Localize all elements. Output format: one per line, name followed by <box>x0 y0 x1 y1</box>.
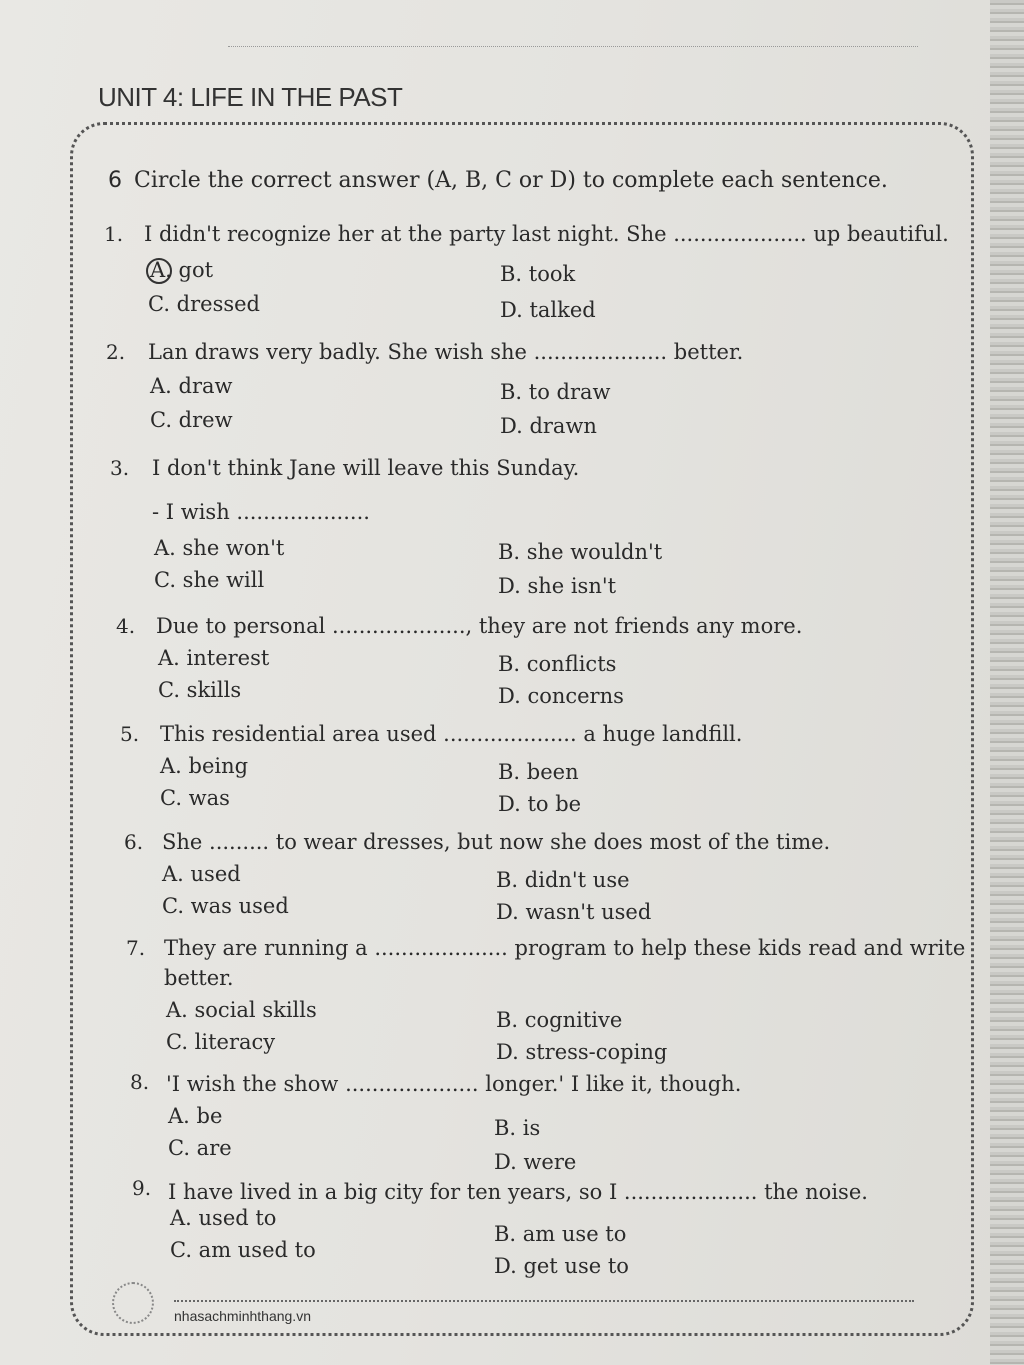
option-b[interactable]: B. she wouldn't <box>498 540 663 564</box>
option-d[interactable]: D. were <box>494 1150 577 1174</box>
question-text: Lan draws very badly. She wish she .................... better. <box>148 340 744 364</box>
option-d[interactable]: D. get use to <box>494 1254 629 1278</box>
question-text: I don't think Jane will leave this Sunday. <box>152 456 580 480</box>
option-b[interactable]: B. is <box>494 1116 541 1140</box>
option-d[interactable]: D. talked <box>500 298 596 322</box>
option-d[interactable]: D. stress-coping <box>496 1040 668 1064</box>
option-c[interactable]: C. dressed <box>148 292 261 316</box>
question-number: 9. <box>132 1176 152 1200</box>
option-c[interactable]: C. was used <box>162 894 289 918</box>
question-text: I have lived in a big city for ten years, so I .................... the noise. <box>168 1180 868 1204</box>
question-number: 2. <box>106 340 126 364</box>
option-b[interactable]: B. took <box>500 262 576 286</box>
option-d[interactable]: D. drawn <box>500 414 597 438</box>
option-c[interactable]: C. she will <box>154 568 265 592</box>
option-a[interactable]: A. she won't <box>154 536 285 560</box>
unit-title: UNIT 4: LIFE IN THE PAST <box>98 82 403 112</box>
option-d[interactable]: D. concerns <box>498 684 624 708</box>
question-number: 1. <box>104 222 124 246</box>
question-text: She ......... to wear dresses, but now she does most of the time. <box>162 830 831 854</box>
option-d[interactable]: D. she isn't <box>498 574 617 598</box>
top-dotted-line <box>228 46 918 47</box>
option-d[interactable]: D. to be <box>498 792 582 816</box>
footer-dotted-line <box>174 1300 914 1302</box>
question-number: 8. <box>130 1070 150 1094</box>
option-c[interactable]: C. drew <box>150 408 233 432</box>
option-d[interactable]: D. wasn't used <box>496 900 652 924</box>
option-a[interactable]: A. used to <box>170 1206 277 1230</box>
option-c[interactable]: C. are <box>168 1136 232 1160</box>
option-b[interactable]: B. cognitive <box>496 1008 623 1032</box>
footer-site: nhasachminhthang.vn <box>174 1308 311 1324</box>
option-a[interactable]: A. interest <box>158 646 270 670</box>
option-a[interactable]: A. got <box>150 258 214 282</box>
instruction-text: Circle the correct answer (A, B, C or D) to complete each sentence. <box>134 168 888 193</box>
option-b[interactable]: B. been <box>498 760 579 784</box>
question-number: 4. <box>116 614 136 638</box>
question-number: 3. <box>110 456 130 480</box>
exercise-number: 6 <box>108 168 122 193</box>
question-text: They are running a .................... program to help these kids read and write <box>164 936 966 960</box>
option-c[interactable]: C. skills <box>158 678 242 702</box>
question-text: Due to personal ...................., they are not friends any more. <box>156 614 803 638</box>
question-number: 5. <box>120 722 140 746</box>
option-b[interactable]: B. didn't use <box>496 868 630 892</box>
option-a[interactable]: A. social skills <box>166 998 317 1022</box>
question-text-line2: better. <box>164 966 234 990</box>
question-number: 7. <box>126 936 146 960</box>
option-a[interactable]: A. draw <box>150 374 233 398</box>
question-number: 6. <box>124 830 144 854</box>
option-a[interactable]: A. be <box>168 1104 223 1128</box>
option-c[interactable]: C. was <box>160 786 230 810</box>
exercise-instruction <box>108 168 888 193</box>
question-text: 'I wish the show .................... longer.' I like it, though. <box>166 1072 742 1096</box>
question-text: This residential area used .................... a huge landfill. <box>160 722 743 746</box>
option-c[interactable]: C. am used to <box>170 1238 316 1262</box>
publisher-logo-icon <box>112 1282 154 1324</box>
option-c[interactable]: C. literacy <box>166 1030 276 1054</box>
option-b[interactable]: B. to draw <box>500 380 611 404</box>
question-text: I didn't recognize her at the party last night. She .................... up beautiful. <box>144 222 949 246</box>
option-b[interactable]: B. conflicts <box>498 652 617 676</box>
option-a[interactable]: A. used <box>162 862 241 886</box>
question-text-line2: - I wish .................... <box>152 500 370 524</box>
option-a[interactable]: A. being <box>160 754 249 778</box>
option-b[interactable]: B. am use to <box>494 1222 627 1246</box>
page-edge-shadow <box>990 0 1024 1365</box>
